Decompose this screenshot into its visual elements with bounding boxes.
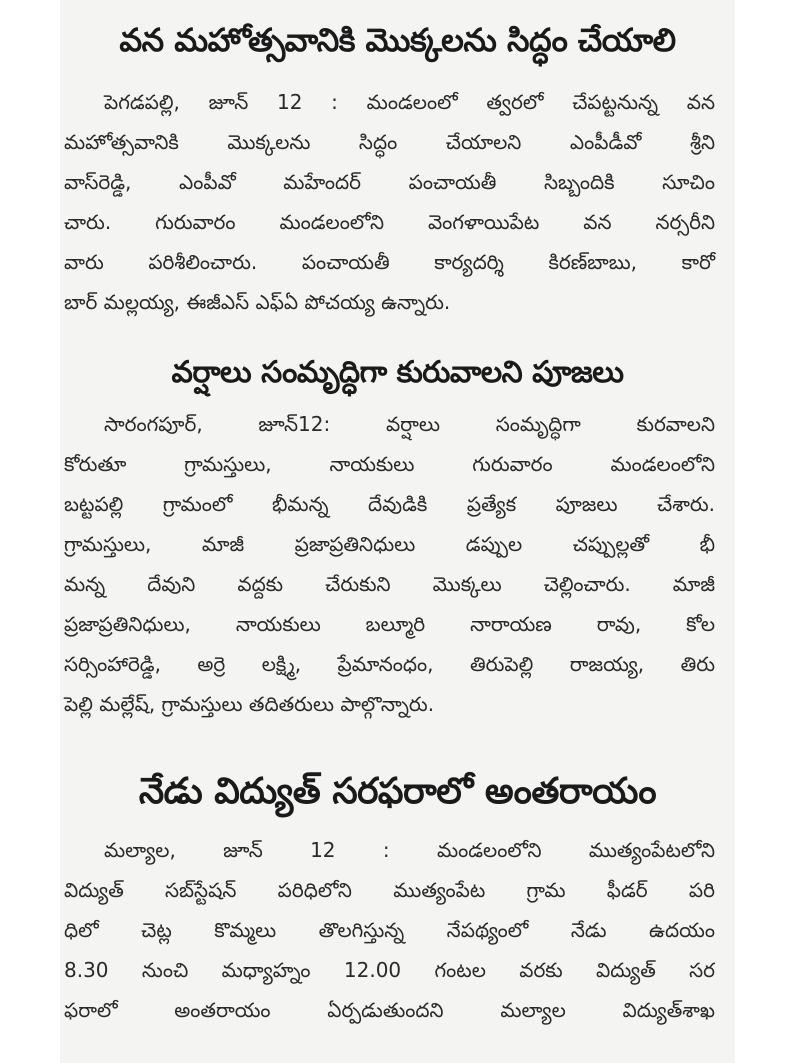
body-line: ధిలో చెట్ల కొమ్మలు తొలగిస్తున్న నేపథ్యంలో నేడు ఉదయం — [64, 918, 715, 942]
body-line: ప్రజాప్రతినిధులు, నాయకులు బల్మూరి నారాయణ రావు, కోల — [64, 612, 715, 636]
article-body — [60, 830, 735, 1030]
body-line: ఫరాలో అంతరాయం ఏర్పడుతుందని మల్యాల విద్యుత్‌శాఖ — [64, 998, 715, 1022]
article-headline: వర్షాలు సంమృద్ధిగా కురువాలని పూజలు — [171, 355, 624, 390]
body-line: వాస్‌రెడ్డి, ఎంపీవో మహేందర్ పంచాయతీ సిబ్బందికి సూచిం — [64, 170, 715, 194]
body-line: సర్సింహారెడ్డి, అర్రె లక్ష్మి, ప్రేమానంధం, తిరుపెల్లి రాజయ్య, తిరు — [64, 652, 715, 676]
body-line: మల్యాల, జూన్ 12 : మండలంలోని ముత్యంపేటలోని — [104, 838, 715, 862]
article-power-outage — [60, 762, 735, 1030]
body-line: గ్రామస్తులు, మాజీ ప్రజాప్రతినిధులు డప్పుల చప్పుల్లతో భీ — [64, 532, 715, 556]
body-line: మహోత్సవానికి మొక్కలను సిద్ధం చేయాలని ఎంపీడీవో శ్రీని — [64, 130, 715, 154]
body-line: మన్న దేవుని వద్దకు చేరుకుని మొక్కలు చెల్లించారు. మాజీ — [64, 572, 715, 596]
body-line: విద్యుత్ సబ్‌స్టేషన్ పరిధిలోని ముత్యంపేట గ్రామ ఫీడర్ పరి — [64, 878, 715, 902]
article-headline: వన మహోత్సవానికి మొక్కలను సిద్ధం చేయాలి — [119, 21, 676, 59]
body-line: చారు. గురువారం మండలంలోని వెంగళాయిపేట వన నర్సరీని — [64, 210, 715, 234]
body-line: బార్ మల్లయ్య, ఈజీఎస్ ఎఫ్ఏ పోచయ్య ఉన్నారు. — [64, 290, 451, 314]
newspaper-clipping — [60, 0, 735, 1063]
article-body — [60, 82, 735, 322]
page-margin — [735, 0, 800, 1063]
body-line: కోరుతూ గ్రామస్తులు, నాయకులు గురువారం మండలంలోని — [64, 452, 715, 476]
body-line: వారు పరిశీలించారు. పంచాయతీ కార్యదర్శి కిరణ్‌బాబు, కారో — [64, 250, 715, 274]
body-line: పెగడపల్లి, జూన్ 12 : మండలంలో త్వరలో చేపట్టనున్న వన — [104, 90, 715, 114]
body-line: బట్టపల్లి గ్రామంలో భీమన్న దేవుడికి ప్రత్యేక పూజలు చేశారు. — [64, 492, 715, 516]
article-body — [60, 404, 735, 724]
body-line: సారంగపూర్, జూన్12: వర్షాలు సంమృద్ధిగా కురవాలని — [104, 412, 715, 436]
body-line: పెల్లి మల్లేష్, గ్రామస్తులు తదితరులు పాల్గొన్నారు. — [64, 692, 435, 716]
article-headline: నేడు విద్యుత్ సరఫరాలో అంతరాయం — [138, 771, 657, 812]
article-rain-prayers — [60, 348, 735, 724]
body-line: 8.30 నుంచి మధ్యాహ్నం 12.00 గంటల వరకు విద్యుత్ సర — [64, 958, 715, 982]
article-forest-festival — [60, 14, 735, 322]
